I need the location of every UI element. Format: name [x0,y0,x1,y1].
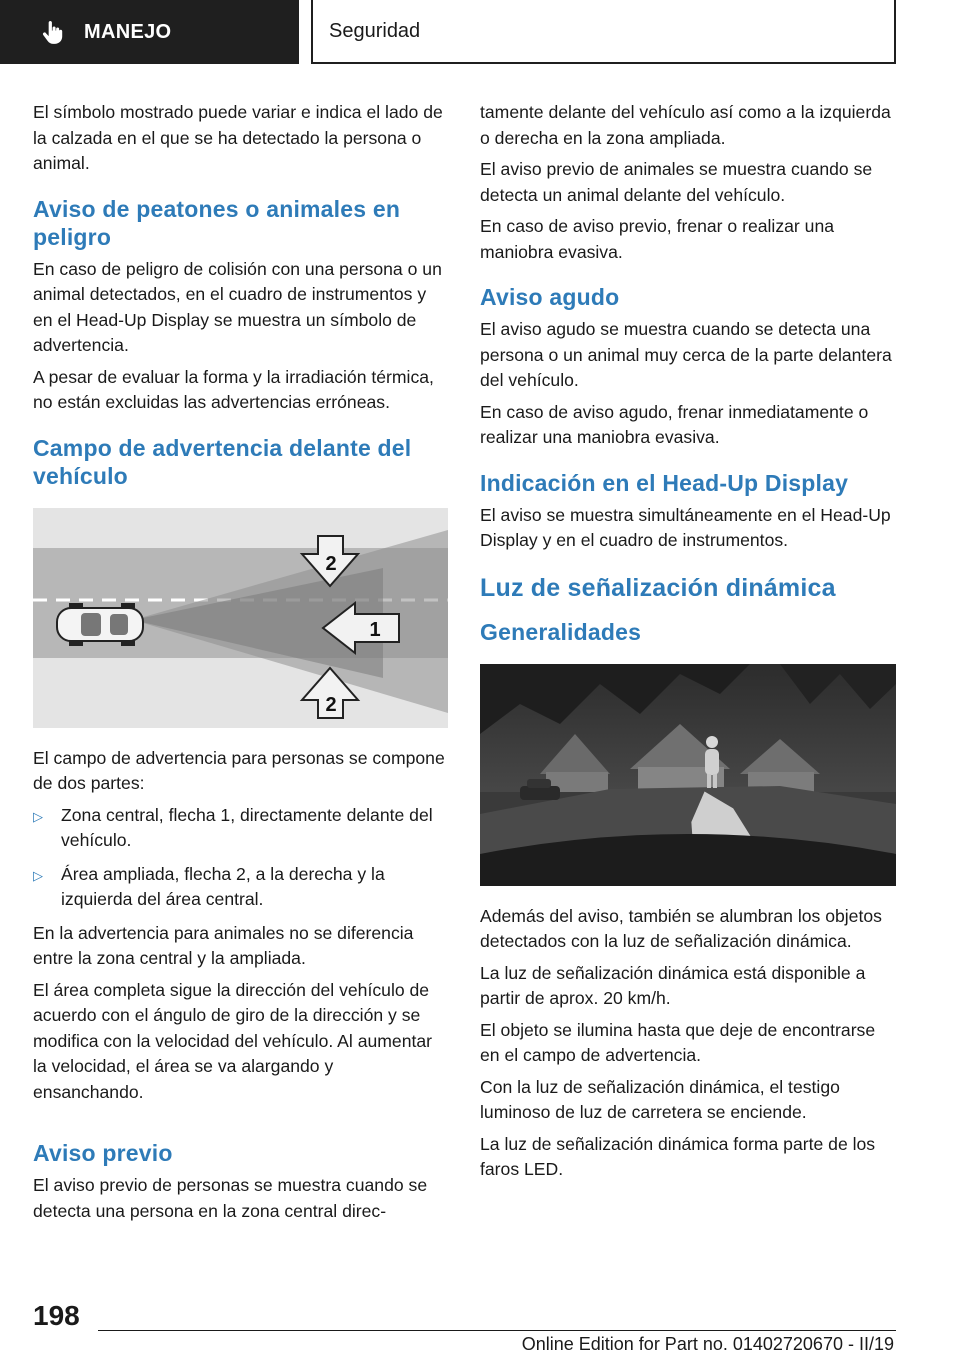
triangle-bullet-icon: ▷ [33,867,43,883]
right-column [480,100,896,1189]
section-title: MANEJO [84,20,172,43]
paragraph: El área completa sigue la dirección del vehículo de acuerdo con el ángulo de giro de la dirección y se modifica con la velocidad del vehículo. Al aumentar la velocidad, el área se va alargando y ensanchando. [33,979,433,1102]
night-road-photo [480,664,896,886]
paragraph: El aviso previo de animales se muestra cuando se detecta un animal delante del vehículo. [480,159,873,205]
paragraph: El aviso se muestra simultáneamente en el Head-Up Display y en el cuadro de instrumentos. [480,504,891,550]
paragraph: El aviso agudo se muestra cuando se detecta una persona o un animal muy cerca de la parte delantera del vehículo. [480,319,892,390]
paragraph: Con la luz de señalización dinámica, el testigo luminoso de luz de carretera se enciende. [480,1076,840,1122]
edition-info: Online Edition for Part no. 01402720670 - II/19 [521,1334,894,1354]
paragraph: tamente delante del vehículo así como a la izquierda o derecha en la zona ampliada. [480,102,891,148]
paragraph: El campo de advertencia para personas se compone de dos partes: [33,747,445,793]
paragraph: La luz de señalización dinámica está disponible a partir de aprox. 20 km/h. [480,962,866,1008]
paragraph: Además del aviso, también se alumbran los objetos detectados con la luz de señalización dinámica. [480,905,882,951]
paragraph: En la advertencia para animales no se diferencia entre la zona central y la ampliada. [33,922,414,968]
list-item [33,803,448,854]
paragraph: A pesar de evaluar la forma y la irradiación térmica, no están excluidas las advertencias erróneas. [33,366,434,412]
heading-campo-advertencia: Campo de advertencia delante del vehículo [33,434,412,489]
footer-divider [98,1330,896,1331]
left-column [33,100,448,1230]
arrow-middle-label: 1 [369,618,381,641]
warning-field-diagram [33,508,448,728]
list-item-text: Zona central, flecha 1, directamente delante del vehículo. [61,804,433,850]
list-item-text: Área ampliada, flecha 2, a la derecha y la izquierda del área central. [61,863,385,909]
list-item [33,862,448,913]
paragraph: La luz de señalización dinámica forma parte de los faros LED. [480,1133,876,1179]
paragraph: El aviso previo de personas se muestra cuando se detecta una persona en la zona central direc- [33,1175,428,1221]
paragraph: En caso de aviso agudo, frenar inmediatamente o realizar una maniobra evasiva. [480,401,869,447]
arrow-top-label: 2 [325,552,337,575]
heading-head-up-display: Indicación en el Head-Up Display [480,469,849,496]
chapter-title: Seguridad [329,19,421,42]
heading-aviso-peligro: Aviso de peatones o animales en peligro [33,195,401,250]
paragraph: En caso de aviso previo, frenar o realizar una maniobra evasiva. [480,216,835,262]
page-number: 198 [33,1300,80,1331]
hand-pointer-icon [40,19,66,45]
paragraph: El símbolo mostrado puede variar e indica el lado de la calzada en el que se ha detectado la persona o animal. [33,102,443,173]
triangle-bullet-icon: ▷ [33,808,43,824]
paragraph: El objeto se ilumina hasta que deje de encontrarse en el campo de advertencia. [480,1019,876,1065]
section-tab [0,0,299,64]
car-icon [57,603,143,646]
heading-aviso-agudo: Aviso agudo [480,284,620,310]
heading-aviso-previo: Aviso previo [33,1140,173,1166]
heading-luz-senalizacion: Luz de señalización dinámica [480,573,836,602]
heading-generalidades: Generalidades [480,618,642,645]
chapter-header [311,0,896,64]
paragraph: En caso de peligro de colisión con una persona o un animal detectados, en el cuadro de instrumentos y en el Head-Up Display se muestra un símbolo de advertencia. [33,258,442,355]
arrow-bottom-label: 2 [325,693,337,716]
